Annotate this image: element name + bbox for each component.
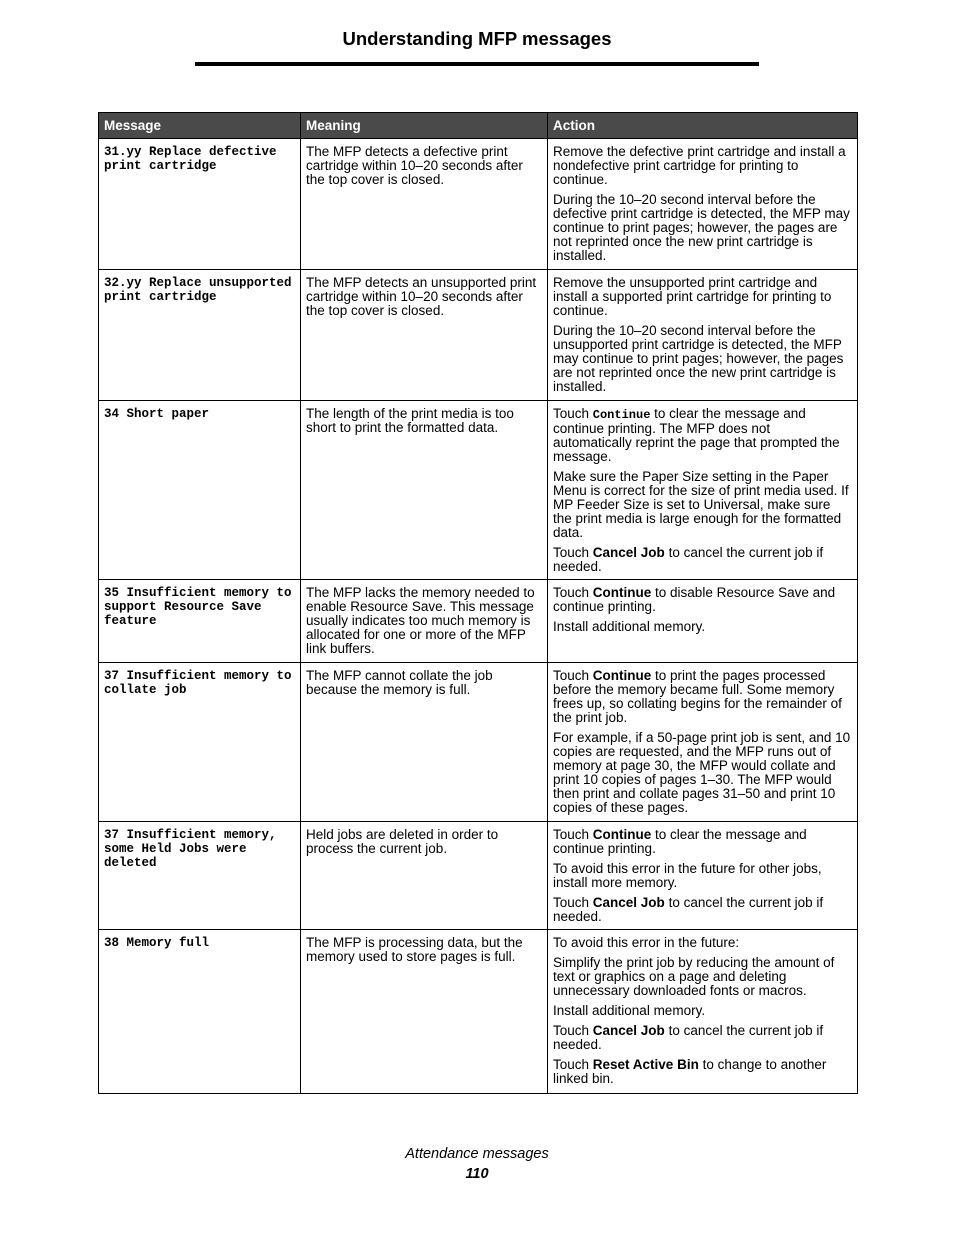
action-paragraph: Touch Continue to clear the message and continue printing. The MFP does not automatically reprint the page that prompted the message.: [553, 406, 840, 464]
title-rule: [195, 62, 759, 66]
message-cell: 31.yy Replace defective print cartridge: [99, 139, 301, 270]
continue-command: Continue: [592, 827, 652, 842]
table-row: [99, 139, 858, 270]
meaning-cell: The MFP detects an unsupported print cartridge within 10–20 seconds after the top cover is closed.: [301, 270, 548, 401]
message-cell: 35 Insufficient memory to support Resource Save feature: [99, 580, 301, 663]
table-row: [99, 270, 858, 401]
continue-command: Continue: [592, 668, 652, 683]
action-paragraph: Install additional memory.: [553, 1003, 706, 1018]
cancel-job-command: Cancel Job: [592, 545, 665, 560]
action-paragraph: Touch Cancel Job to cancel the current job if needed.: [553, 1023, 824, 1052]
action-paragraph: Install additional memory.: [553, 619, 706, 634]
action-paragraph: For example, if a 50-page print job is sent, and 10 copies are requested, and the MFP runs out of memory at page 30, the MFP would collate and print 10 copies of pages 1–30. The MFP would then print and collate pages 31–50 and print 10 copies of these pages.: [553, 730, 851, 815]
message-cell: 37 Insufficient memory, some Held Jobs were deleted: [99, 822, 301, 930]
table-header-row: [99, 113, 858, 139]
action-paragraph: Touch Cancel Job to cancel the current job if needed.: [553, 545, 824, 574]
message-cell: 37 Insufficient memory to collate job: [99, 663, 301, 822]
reset-active-bin-command: Reset Active Bin: [592, 1057, 699, 1072]
column-header-message: Message: [99, 113, 301, 139]
table-row: [99, 401, 858, 580]
action-paragraph: Touch Reset Active Bin to change to another linked bin.: [553, 1057, 827, 1086]
meaning-cell: The MFP is processing data, but the memory used to store pages is full.: [301, 930, 548, 1094]
meaning-cell: The MFP detects a defective print cartridge within 10–20 seconds after the top cover is closed.: [301, 139, 548, 270]
action-cell: [548, 139, 858, 270]
footer-section-title: Attendance messages: [405, 1146, 549, 1162]
meaning-cell: The MFP cannot collate the job because the memory is full.: [301, 663, 548, 822]
action-paragraph: Touch Continue to print the pages processed before the memory became full. Some memory frees up, so collating begins for the remainder of the print job.: [553, 668, 842, 725]
action-cell: [548, 401, 858, 580]
action-paragraph: Make sure the Paper Size setting in the Paper Menu is correct for the size of print media used. If MP Feeder Size is set to Universal, make sure the print media is large enough for the formatted data.: [553, 469, 849, 540]
action-paragraph: Remove the unsupported print cartridge and install a supported print cartridge for printing to continue.: [553, 275, 832, 318]
action-cell: [548, 270, 858, 401]
message-cell: 38 Memory full: [99, 930, 301, 1094]
action-paragraph: Remove the defective print cartridge and install a nondefective print cartridge for printing to continue.: [553, 144, 846, 187]
message-cell: 32.yy Replace unsupported print cartridge: [99, 270, 301, 401]
action-cell: [548, 930, 858, 1094]
table-row: [99, 822, 858, 930]
cancel-job-command: Cancel Job: [592, 1023, 665, 1038]
action-paragraph: Touch Cancel Job to cancel the current job if needed.: [553, 895, 824, 924]
continue-command: Continue: [592, 585, 652, 600]
action-paragraph: During the 10–20 second interval before the unsupported print cartridge is detected, the MFP may continue to print pages; however, the pages are not reprinted once the new print cartridge is installed.: [553, 323, 844, 394]
page-title: Understanding MFP messages: [342, 28, 612, 49]
column-header-action: Action: [548, 113, 858, 139]
cancel-job-command: Cancel Job: [592, 895, 665, 910]
action-paragraph: During the 10–20 second interval before the defective print cartridge is detected, the MFP may continue to print pages; however, the pages are not reprinted once the new print cartridge is installed.: [553, 192, 850, 263]
page-number: 110: [465, 1166, 489, 1182]
column-header-meaning: Meaning: [301, 113, 548, 139]
action-paragraph: Touch Continue to clear the message and continue printing.: [553, 827, 807, 856]
message-cell: 34 Short paper: [99, 401, 301, 580]
action-paragraph: Simplify the print job by reducing the amount of text or graphics on a page and deleting unnecessary downloaded fonts or macros.: [553, 955, 835, 998]
action-paragraph: To avoid this error in the future:: [553, 935, 740, 950]
table-row: [99, 930, 858, 1094]
table-row: [99, 663, 858, 822]
action-paragraph: To avoid this error in the future for other jobs, install more memory.: [553, 861, 822, 890]
table-row: [99, 580, 858, 663]
meaning-cell: The length of the print media is too short to print the formatted data.: [301, 401, 548, 580]
continue-command: Continue: [592, 408, 651, 422]
meaning-cell: Held jobs are deleted in order to process the current job.: [301, 822, 548, 930]
action-paragraph: Touch Continue to disable Resource Save and continue printing.: [553, 585, 836, 614]
action-cell: [548, 580, 858, 663]
messages-table: [98, 112, 858, 1094]
meaning-cell: The MFP lacks the memory needed to enable Resource Save. This message usually indicates too much memory is allocated for one or more of the MFP link buffers.: [301, 580, 548, 663]
action-cell: [548, 822, 858, 930]
action-cell: [548, 663, 858, 822]
